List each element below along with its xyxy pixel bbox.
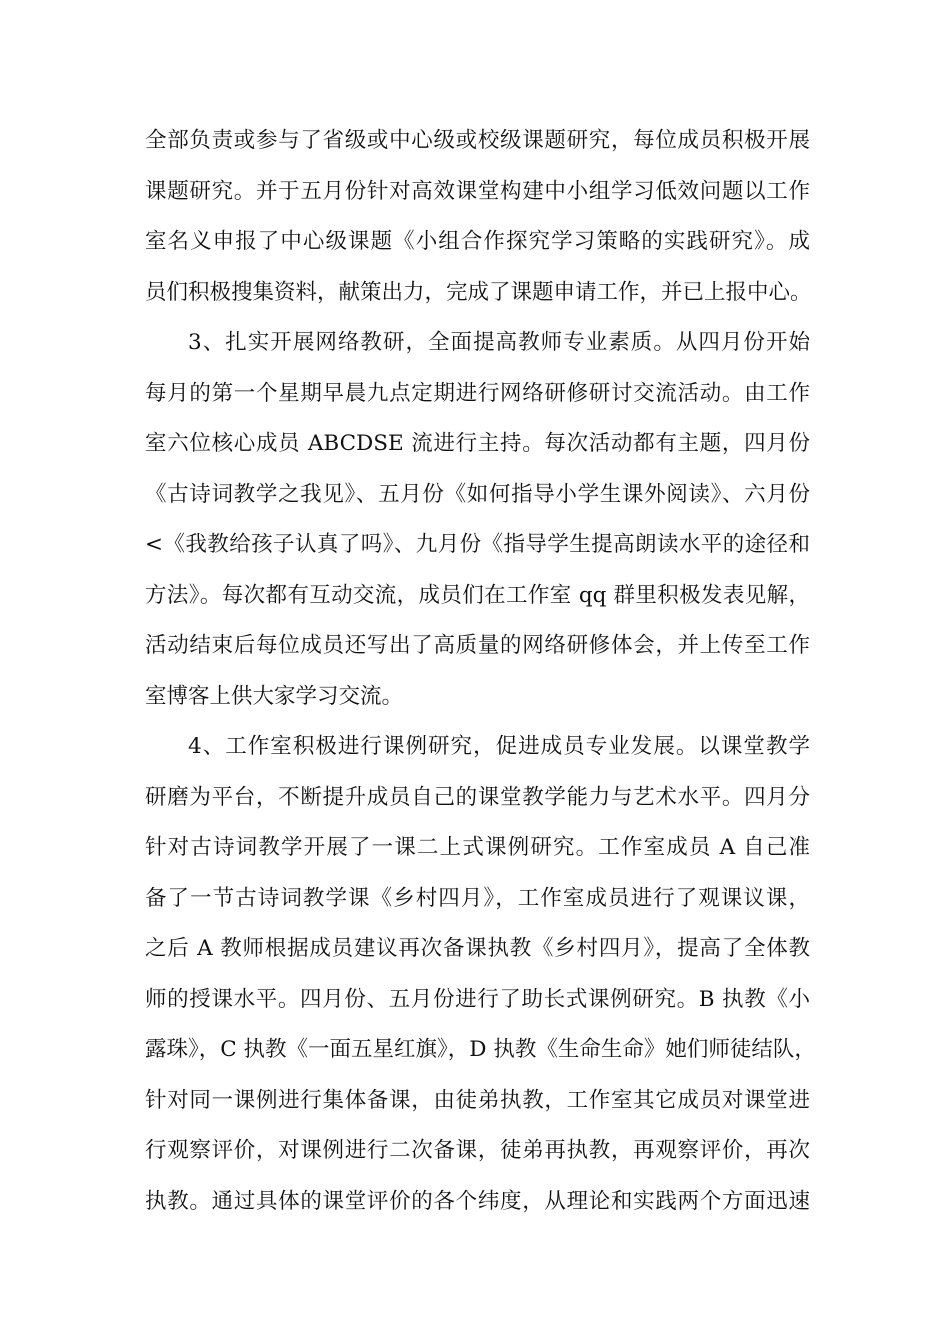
text-line: <《我教给孩子认真了吗》、九月份《指导学生提高朗读水平的途径和 — [145, 532, 810, 557]
text-line: 员们积极搜集资料，献策出力，完成了课题申请工作，并已上报中心。 — [145, 279, 812, 305]
text-line: 露珠》，C 执教《一面五星红旗》，D 执教《生命生命》她们师徒结队， — [145, 1037, 816, 1062]
text-line: 室六位核心成员 ABCDSE 流进行主持。每次活动都有主题，四月份 — [145, 431, 810, 456]
text-line: 方法》。每次都有互动交流，成员们在工作室 qq 群里积极发表见解， — [145, 582, 810, 608]
text-line: 行观察评价，对课例进行二次备课，徒弟再执教，再观察评价，再次 — [145, 1138, 810, 1163]
text-line: 之后 A 教师根据成员建议再次备课执教《乡村四月》，提高了全体教 — [145, 936, 810, 961]
paragraph-lesson-study — [145, 722, 816, 1227]
text-line: 备了一节古诗词教学课《乡村四月》，工作室成员进行了观课议课， — [145, 885, 810, 911]
text-line: 全部负责或参与了省级或中心级或校级课题研究，每位成员积极开展 — [145, 128, 810, 153]
text-line: 师的授课水平。四月份、五月份进行了助长式课例研究。B 执教《小 — [145, 986, 810, 1012]
text-line: 课题研究。并于五月份针对高效课堂构建中小组学习低效问题以工作 — [145, 178, 810, 204]
text-line: 4、工作室积极进行课例研究，促进成员专业发展。以课堂教学 — [188, 734, 810, 759]
text-line: 研磨为平台，不断提升成员自己的课堂教学能力与艺术水平。四月分 — [145, 784, 810, 810]
text-line: 针对古诗词教学开展了一课二上式课例研究。工作室成员 A 自己准 — [145, 835, 810, 860]
text-line: 每月的第一个星期早晨九点定期进行网络研修研讨交流活动。由工作 — [145, 380, 810, 406]
text-line: 针对同一课例进行集体备课，由徒弟执教，工作室其它成员对课堂进 — [145, 1087, 810, 1113]
document-body — [145, 116, 816, 1227]
text-line: 执教。通过具体的课堂评价的各个纬度，从理论和实践两个方面迅速 — [145, 1188, 810, 1214]
text-line: 《古诗词教学之我见》、五月份《如何指导小学生课外阅读》、六月份 — [145, 481, 810, 507]
paragraph-research-projects — [145, 116, 810, 318]
text-line: 室博客上供大家学习交流。 — [145, 683, 404, 709]
text-line: 3、扎实开展网络教研，全面提高教师专业素质。从四月份开始 — [188, 330, 810, 355]
text-line: 活动结束后每位成员还写出了高质量的网络研修体会，并上传至工作 — [145, 633, 810, 658]
text-line: 室名义申报了中心级课题《小组合作探究学习策略的实践研究》。成 — [145, 229, 810, 254]
paragraph-online-research — [145, 318, 810, 722]
